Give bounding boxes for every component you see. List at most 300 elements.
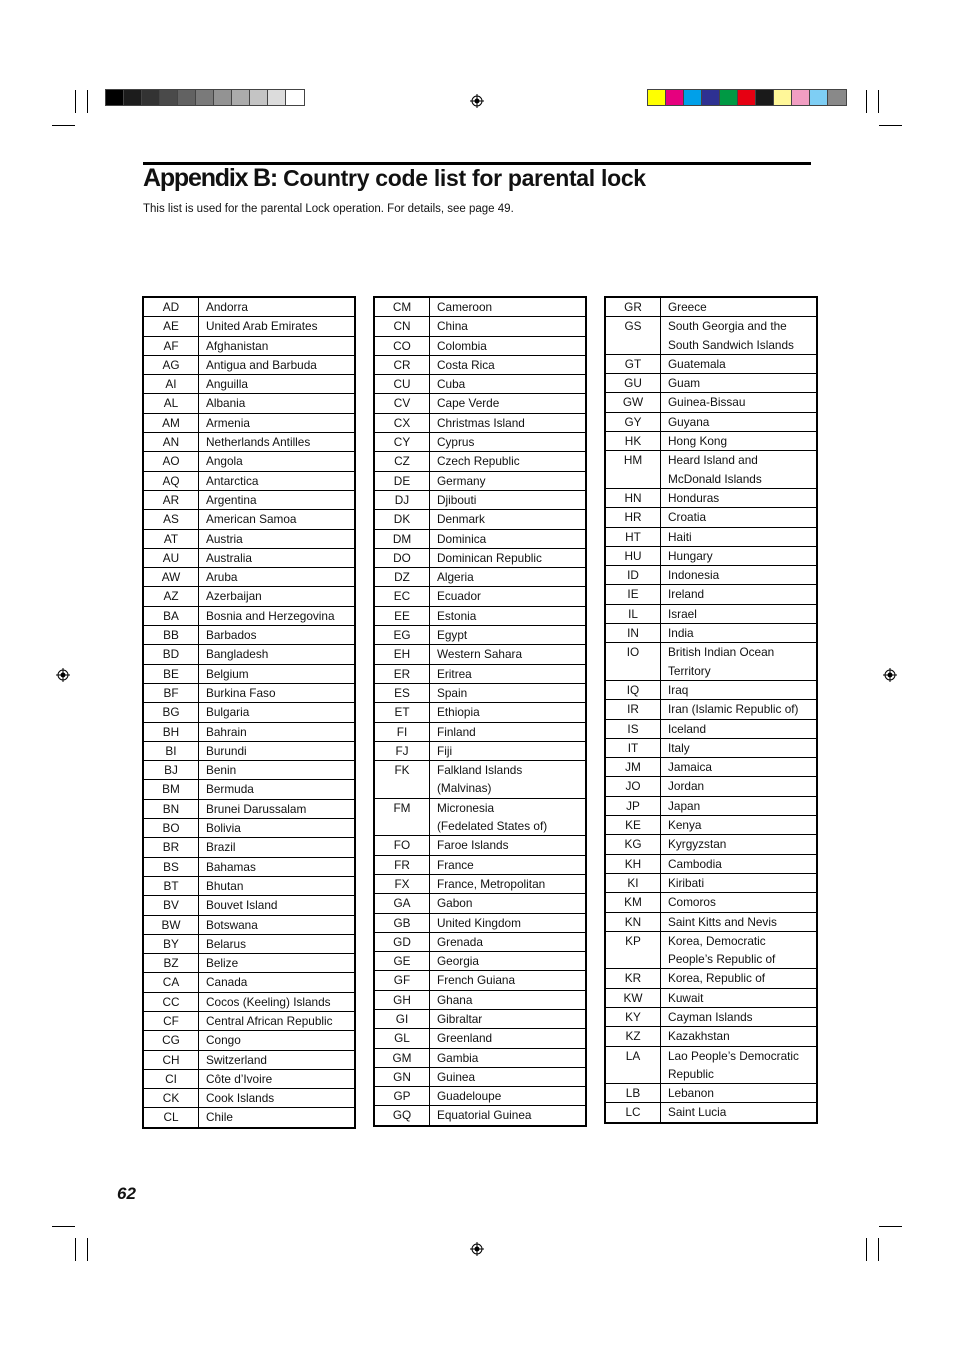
country-name-line: Bhutan: [206, 878, 244, 893]
country-code: FX: [375, 874, 430, 893]
table-row: [144, 1011, 355, 1030]
color-swatch: [792, 90, 810, 105]
country-code: GU: [606, 374, 661, 393]
country-name-line: India: [668, 626, 694, 641]
country-name: [199, 529, 355, 548]
country-name: [430, 722, 586, 741]
country-name: [199, 548, 355, 567]
country-name-line: Ethiopia: [437, 705, 480, 720]
country-code: IE: [606, 585, 661, 604]
country-name-line: Western Sahara: [437, 647, 523, 662]
country-name-line: Hungary: [668, 548, 713, 563]
crop-mark: [878, 1238, 879, 1261]
country-code: CO: [375, 336, 430, 355]
table-row: [375, 606, 586, 625]
table-row: [606, 585, 817, 604]
table-row: [144, 626, 355, 645]
table-row: [144, 568, 355, 587]
country-name-line: People’s Republic of: [668, 952, 776, 967]
country-code: KY: [606, 1007, 661, 1026]
country-name: [430, 855, 586, 874]
table-row: [606, 1084, 817, 1103]
country-code: CF: [144, 1011, 199, 1030]
country-code: AL: [144, 394, 199, 413]
country-name: [199, 413, 355, 432]
country-name-line: Switzerland: [206, 1052, 267, 1067]
registration-mark-icon: [470, 94, 484, 108]
country-name: [661, 451, 817, 489]
color-swatch: [142, 90, 160, 105]
country-name-line: Djibouti: [437, 492, 477, 507]
table-row: [144, 722, 355, 741]
country-name: [661, 969, 817, 988]
country-name-line: Cayman Islands: [668, 1009, 753, 1024]
color-swatch: [828, 90, 846, 105]
country-code: CZ: [375, 452, 430, 471]
country-name: [430, 413, 586, 432]
country-name-line: Azerbaijan: [206, 589, 262, 604]
country-name: [199, 915, 355, 934]
country-code: AQ: [144, 471, 199, 490]
table-row: [144, 510, 355, 529]
table-row: [606, 488, 817, 507]
country-code: CI: [144, 1069, 199, 1088]
table-row: [144, 761, 355, 780]
table-row: [606, 988, 817, 1007]
country-name: [661, 1103, 817, 1122]
country-name: [661, 585, 817, 604]
country-name: [199, 973, 355, 992]
country-name-line: Cambodia: [668, 856, 722, 871]
table-row: [144, 780, 355, 799]
table-row: [144, 394, 355, 413]
table-row: [606, 796, 817, 815]
country-code: GY: [606, 412, 661, 431]
country-name: [199, 510, 355, 529]
table-row: [144, 799, 355, 818]
country-name: [430, 298, 586, 317]
country-code: DO: [375, 548, 430, 567]
country-code: BZ: [144, 954, 199, 973]
country-name-line: (Fedelated States of): [437, 819, 548, 834]
crop-mark: [87, 90, 88, 113]
country-name-line: Australia: [206, 550, 252, 565]
grayscale-bar: [105, 89, 305, 106]
country-name: [199, 896, 355, 915]
country-code: CC: [144, 992, 199, 1011]
country-name-line: Faroe Islands: [437, 838, 509, 853]
country-code: IN: [606, 624, 661, 643]
country-name: [661, 508, 817, 527]
country-name: [661, 988, 817, 1007]
table-row: [606, 432, 817, 451]
table-row: [144, 934, 355, 953]
country-name-line: Korea, Republic of: [668, 971, 766, 986]
color-swatch: [684, 90, 702, 105]
country-code: BS: [144, 857, 199, 876]
color-swatch: [774, 90, 792, 105]
table-row: [144, 1089, 355, 1108]
country-name: [661, 719, 817, 738]
country-code: IQ: [606, 680, 661, 699]
country-name-line: Cook Islands: [206, 1091, 275, 1106]
country-name-line: Cameroon: [437, 300, 493, 314]
country-code: GH: [375, 990, 430, 1009]
country-name: [430, 836, 586, 855]
country-code: HM: [606, 451, 661, 489]
color-swatch: [756, 90, 774, 105]
crop-mark: [75, 1238, 76, 1261]
country-name: [430, 971, 586, 990]
table-row: [375, 1048, 586, 1067]
country-name-line: Netherlands Antilles: [206, 435, 311, 450]
country-name: [430, 317, 586, 336]
country-name: [661, 700, 817, 719]
country-code: CG: [144, 1031, 199, 1050]
table-row: [144, 876, 355, 895]
country-code: AO: [144, 452, 199, 471]
country-name: [430, 548, 586, 567]
country-name: [661, 1046, 817, 1084]
country-name: [661, 393, 817, 412]
country-name-line: Bangladesh: [206, 647, 269, 662]
table-row: [375, 433, 586, 452]
table-row: [375, 568, 586, 587]
country-name: [661, 931, 817, 969]
country-name-line: Micronesia: [437, 800, 495, 815]
country-name: [430, 952, 586, 971]
country-name-line: Equatorial Guinea: [437, 1108, 532, 1123]
country-name-line: Kazakhstan: [668, 1029, 730, 1044]
crop-mark: [87, 1238, 88, 1261]
table-row: [375, 413, 586, 432]
country-code: BI: [144, 741, 199, 760]
country-name-line: Barbados: [206, 628, 257, 643]
country-code: KN: [606, 912, 661, 931]
country-name-line: Bolivia: [206, 821, 241, 836]
country-code: HR: [606, 508, 661, 527]
table-row: [375, 741, 586, 760]
country-code: KH: [606, 854, 661, 873]
table-row: [375, 761, 586, 799]
country-name-line: American Samoa: [206, 512, 297, 527]
table-row: [606, 451, 817, 489]
country-name: [661, 873, 817, 892]
country-name: [430, 490, 586, 509]
country-code: BE: [144, 664, 199, 683]
country-name-line: Cocos (Keeling) Islands: [206, 994, 331, 1009]
country-code: KG: [606, 835, 661, 854]
country-name-line: Albania: [206, 396, 246, 411]
table-row: [375, 336, 586, 355]
country-name: [430, 741, 586, 760]
country-name-line: Colombia: [437, 338, 487, 353]
country-name: [430, 913, 586, 932]
table-row: [606, 1046, 817, 1084]
table-row: [144, 606, 355, 625]
country-code: GL: [375, 1029, 430, 1048]
country-code: IR: [606, 700, 661, 719]
country-name-line: Georgia: [437, 954, 479, 969]
country-name-line: Dominica: [437, 531, 487, 546]
country-name: [430, 510, 586, 529]
table-row: [144, 683, 355, 702]
country-code: HK: [606, 432, 661, 451]
table-row: [375, 683, 586, 702]
country-name: [661, 1027, 817, 1046]
country-name-line: Lebanon: [668, 1086, 714, 1101]
country-code: GR: [606, 298, 661, 317]
country-name-line: France, Metropolitan: [437, 876, 546, 891]
country-code-table-2: [374, 297, 586, 1126]
country-name-line: Grenada: [437, 934, 483, 949]
country-name-line: Bouvet Island: [206, 898, 278, 913]
table-row: [144, 703, 355, 722]
country-name-line: Kuwait: [668, 990, 704, 1005]
country-code: CU: [375, 375, 430, 394]
country-name: [430, 355, 586, 374]
country-name: [199, 490, 355, 509]
table-row: [144, 587, 355, 606]
crop-mark: [878, 90, 879, 113]
country-name-line: Burundi: [206, 743, 247, 758]
country-name: [661, 816, 817, 835]
country-code: BY: [144, 934, 199, 953]
country-name-line: Fiji: [437, 743, 453, 758]
country-name: [199, 645, 355, 664]
country-code: JM: [606, 758, 661, 777]
country-name: [199, 1069, 355, 1088]
country-name-line: Iran (Islamic Republic of): [668, 702, 799, 717]
country-name: [661, 432, 817, 451]
country-name-line: Burkina Faso: [206, 685, 276, 700]
table-row: [375, 990, 586, 1009]
table-row: [375, 971, 586, 990]
table-row: [375, 855, 586, 874]
color-swatch: [124, 90, 142, 105]
country-name-line: Egypt: [437, 628, 468, 643]
country-name: [199, 780, 355, 799]
registration-mark-icon: [470, 1242, 484, 1256]
country-name-line: French Guiana: [437, 973, 516, 988]
country-code: DJ: [375, 490, 430, 509]
country-name-line: South Georgia and the: [668, 319, 787, 334]
country-code: CA: [144, 973, 199, 992]
country-name: [661, 912, 817, 931]
country-code: AD: [144, 298, 199, 317]
country-name: [199, 722, 355, 741]
country-code: AR: [144, 490, 199, 509]
country-code: FR: [375, 855, 430, 874]
country-name-line: Gibraltar: [437, 1011, 483, 1026]
country-code: BW: [144, 915, 199, 934]
country-name-line: Guatemala: [668, 356, 726, 371]
table-row: [375, 1009, 586, 1028]
country-name: [199, 876, 355, 895]
table-row: [606, 835, 817, 854]
table-row: [375, 587, 586, 606]
table-row: [144, 1031, 355, 1050]
country-name: [661, 546, 817, 565]
table-row: [375, 1029, 586, 1048]
country-code: GT: [606, 354, 661, 373]
country-name: [199, 664, 355, 683]
country-name-line: Aruba: [206, 570, 238, 585]
country-name: [661, 643, 817, 681]
country-name: [199, 336, 355, 355]
table-row: [606, 912, 817, 931]
country-name-line: Armenia: [206, 415, 250, 430]
country-code: KE: [606, 816, 661, 835]
table-row: [606, 393, 817, 412]
country-name-line: Cyprus: [437, 435, 475, 450]
country-name-line: Eritrea: [437, 666, 472, 681]
table-row: [144, 857, 355, 876]
country-name: [199, 934, 355, 953]
country-name-line: Botswana: [206, 917, 258, 932]
country-code: BT: [144, 876, 199, 895]
country-code: ES: [375, 683, 430, 702]
table-row: [606, 604, 817, 623]
country-name-line: Honduras: [668, 490, 720, 505]
table-row: [144, 973, 355, 992]
country-code: AF: [144, 336, 199, 355]
country-name-line: Gabon: [437, 896, 473, 911]
country-code: EG: [375, 626, 430, 645]
country-name: [430, 1106, 586, 1125]
page-number: 62: [117, 1184, 136, 1203]
country-name-line: Kiribati: [668, 875, 705, 890]
country-name: [661, 566, 817, 585]
table-row: [144, 992, 355, 1011]
country-name: [199, 1050, 355, 1069]
crop-mark: [866, 90, 867, 113]
table-row: [606, 969, 817, 988]
country-name-line: Algeria: [437, 570, 474, 585]
country-name-line: Angola: [206, 454, 243, 469]
country-name-line: Belgium: [206, 666, 249, 681]
crop-mark: [879, 1226, 902, 1227]
table-row: [606, 873, 817, 892]
country-name: [199, 799, 355, 818]
country-code: AT: [144, 529, 199, 548]
country-name: [661, 374, 817, 393]
country-code: DE: [375, 471, 430, 490]
color-bar: [647, 89, 847, 106]
country-code: BN: [144, 799, 199, 818]
table-row: [606, 680, 817, 699]
country-name-line: France: [437, 857, 474, 872]
table-row: [606, 893, 817, 912]
country-name-line: Cape Verde: [437, 396, 500, 411]
table-row: [144, 452, 355, 471]
country-code: GD: [375, 932, 430, 951]
country-name-line: Comoros: [668, 895, 716, 910]
color-swatch: [214, 90, 232, 105]
country-name-line: Iraq: [668, 682, 689, 697]
country-name: [661, 1007, 817, 1026]
country-name: [199, 375, 355, 394]
table-row: [375, 1067, 586, 1086]
table-row: [144, 336, 355, 355]
country-code: CV: [375, 394, 430, 413]
country-code: CY: [375, 433, 430, 452]
country-name: [661, 796, 817, 815]
table-row: [606, 643, 817, 681]
table-row: [606, 508, 817, 527]
country-name-line: Germany: [437, 473, 486, 488]
table-row: [375, 375, 586, 394]
table-row: [144, 490, 355, 509]
table-row: [606, 354, 817, 373]
crop-mark: [52, 125, 75, 126]
table-row: [375, 894, 586, 913]
country-name: [661, 854, 817, 873]
country-name-line: Israel: [668, 606, 697, 621]
country-name-line: Antigua and Barbuda: [206, 357, 317, 372]
country-name-line: Guinea-Bissau: [668, 395, 746, 410]
country-name: [199, 954, 355, 973]
country-code: FJ: [375, 741, 430, 760]
table-row: [144, 1108, 355, 1127]
country-name: [430, 375, 586, 394]
country-name: [430, 1009, 586, 1028]
country-code-table-3: [605, 297, 817, 1123]
table-row: [606, 374, 817, 393]
country-name: [661, 835, 817, 854]
table-row: [375, 529, 586, 548]
country-name-line: Bulgaria: [206, 705, 250, 720]
country-name-line: Benin: [206, 763, 237, 778]
country-name-line: Brazil: [206, 840, 236, 855]
table-row: [375, 355, 586, 374]
country-code: KW: [606, 988, 661, 1007]
table-row: [375, 317, 586, 336]
table-row: [144, 529, 355, 548]
country-name: [199, 471, 355, 490]
country-code: HU: [606, 546, 661, 565]
country-name-line: Croatia: [668, 510, 707, 525]
color-swatch: [268, 90, 286, 105]
country-name-line: Bahrain: [206, 724, 247, 739]
table-row: [375, 664, 586, 683]
country-code: IL: [606, 604, 661, 623]
country-name: [430, 1029, 586, 1048]
country-name: [661, 354, 817, 373]
country-code: DK: [375, 510, 430, 529]
table-row: [144, 915, 355, 934]
country-name-line: Argentina: [206, 492, 257, 507]
country-name-line: Greenland: [437, 1031, 493, 1046]
country-name: [430, 529, 586, 548]
country-code: AM: [144, 413, 199, 432]
country-name: [430, 452, 586, 471]
country-name: [199, 703, 355, 722]
country-name-line: McDonald Islands: [668, 471, 762, 486]
table-row: [144, 317, 355, 336]
table-row: [375, 394, 586, 413]
table-row: [144, 664, 355, 683]
country-name: [661, 624, 817, 643]
country-name: [199, 1108, 355, 1127]
country-name-line: Jordan: [668, 779, 705, 794]
country-code: GQ: [375, 1106, 430, 1125]
table-row: [606, 566, 817, 585]
country-name-line: Brunei Darussalam: [206, 801, 307, 816]
country-code: JO: [606, 777, 661, 796]
country-name-line: Lao People’s Democratic: [668, 1048, 799, 1063]
country-name: [430, 1087, 586, 1106]
